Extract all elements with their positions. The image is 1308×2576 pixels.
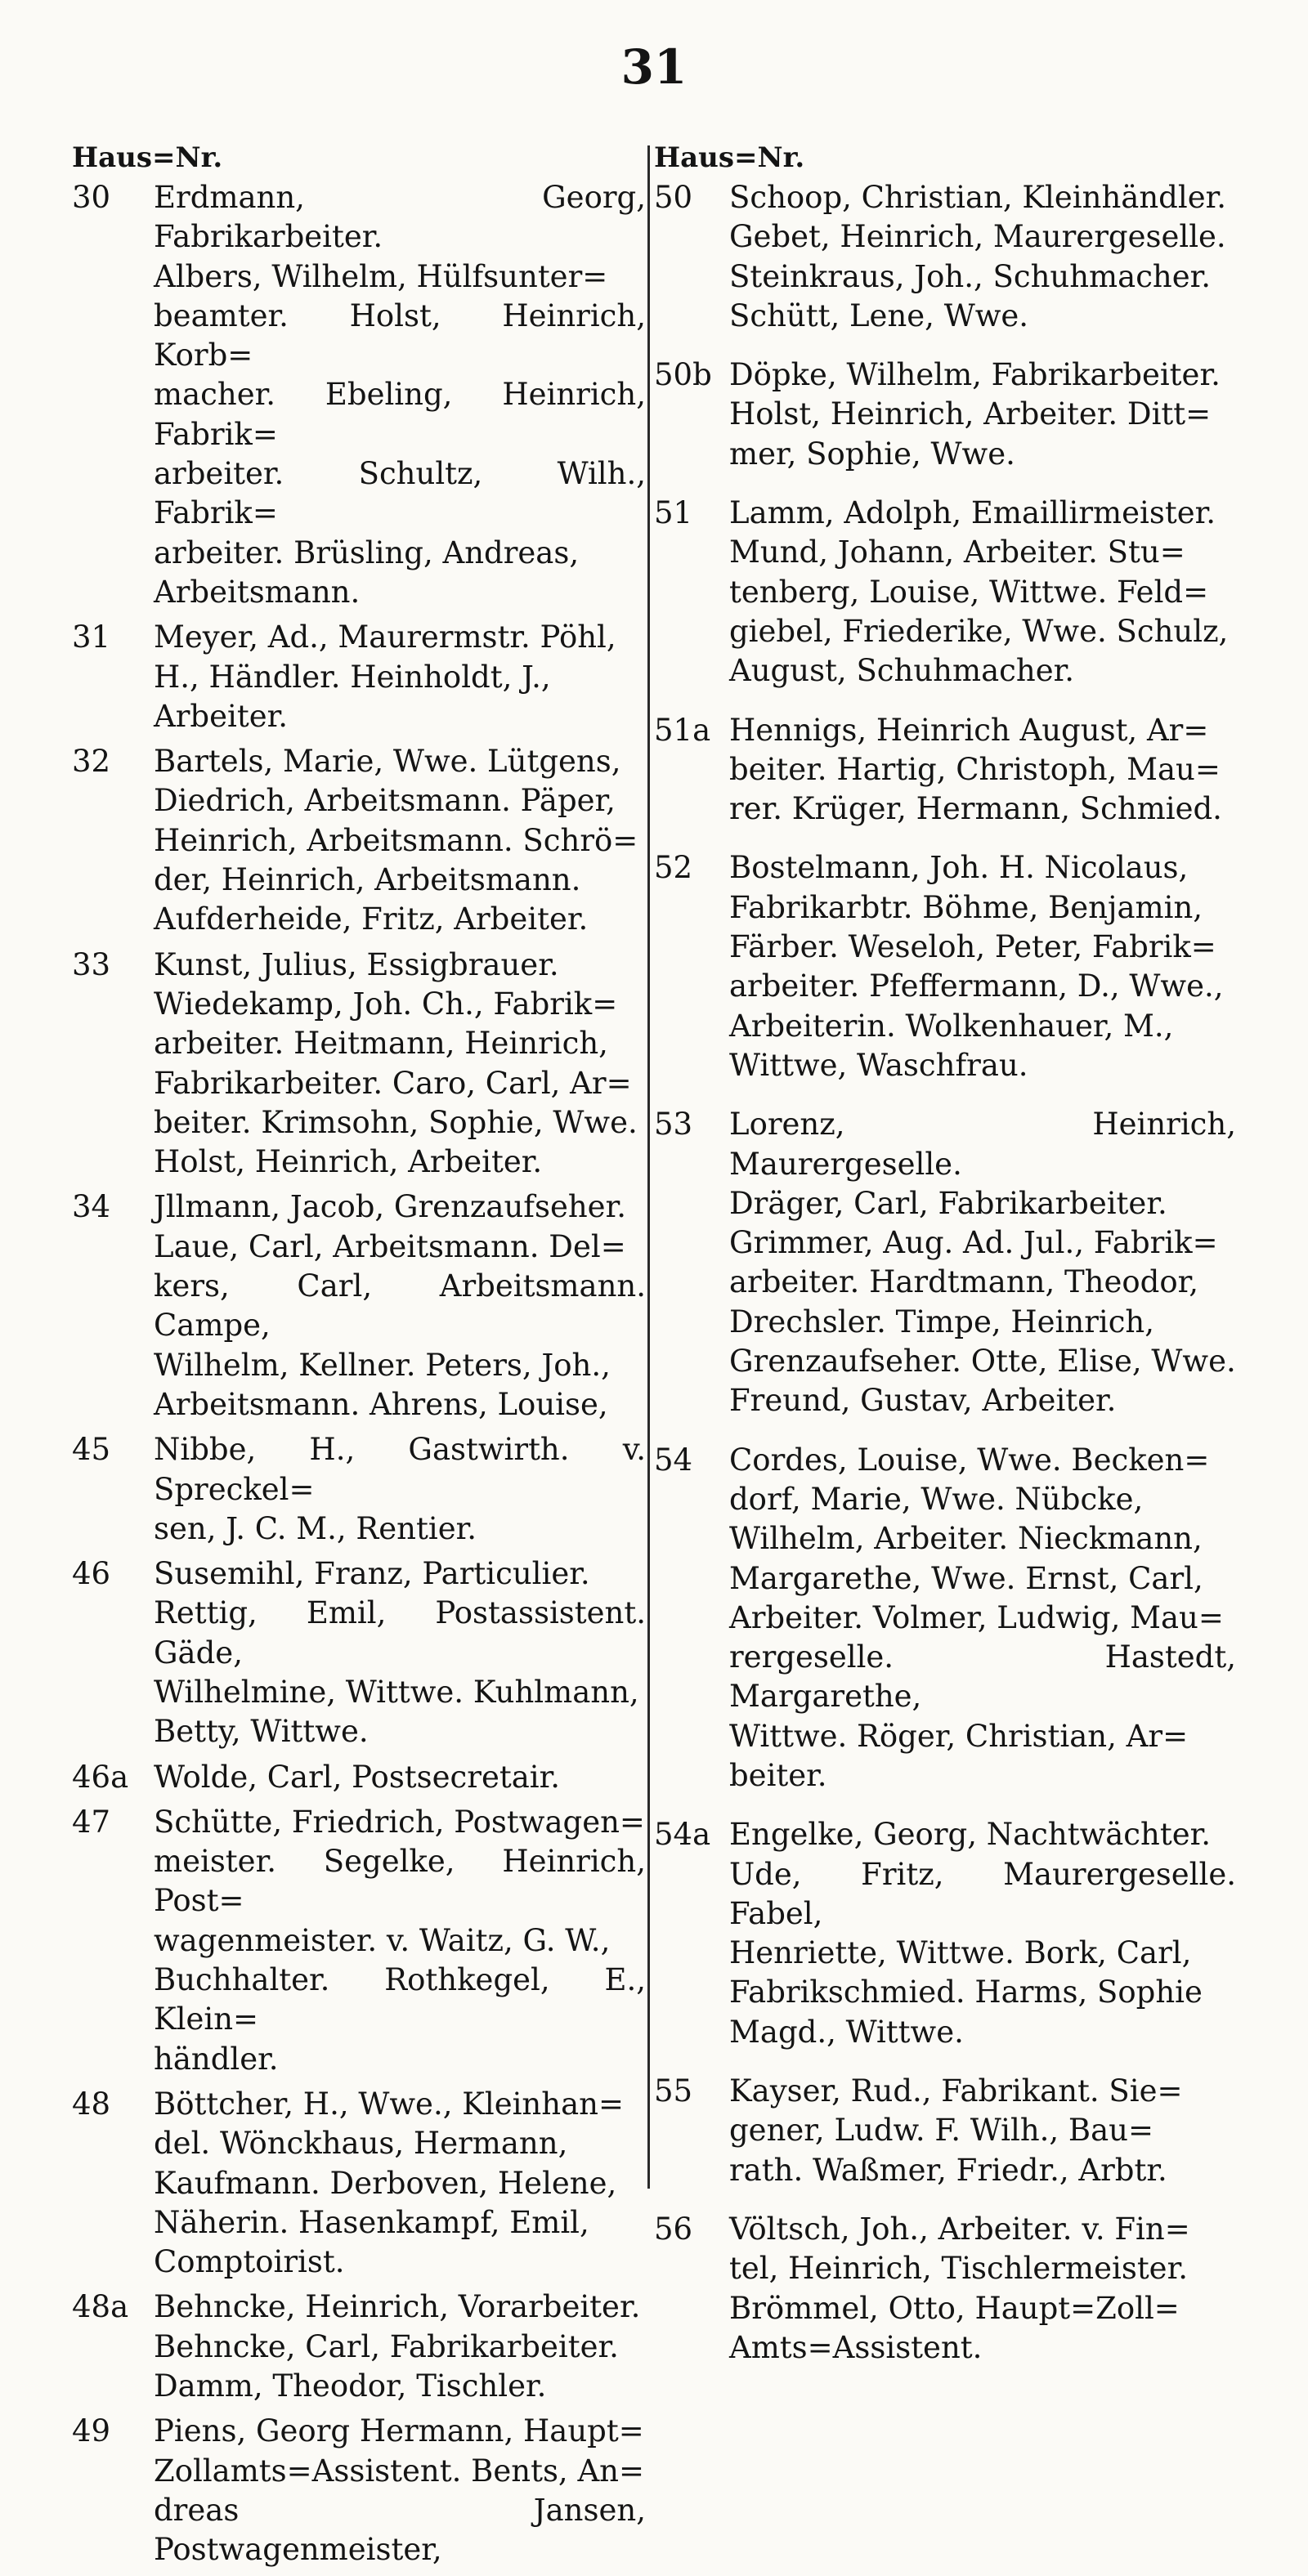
residents-text: Nibbe, H., Gastwirth. v. Spreckel= sen, J. C. M., Rentier. (154, 1432, 646, 1546)
house-entry (72, 1554, 646, 1751)
house-number: 51 (654, 495, 693, 531)
house-entry (72, 1430, 646, 1549)
house-entry (654, 1441, 1236, 1796)
house-entry (72, 2288, 646, 2406)
house-number: 33 (72, 946, 111, 982)
residents-text: Wolde, Carl, Postsecretair. (154, 1759, 561, 1795)
house-entry (654, 1815, 1236, 2052)
residents-text: Susemihl, Franz, Particulier. Rettig, Emil, Postassistent. Gäde, Wilhelmine, Wittwe. Kuhlmann, Betty, Wittwe. (154, 1556, 646, 1750)
house-entry (654, 2210, 1236, 2368)
residents-text: Völtsch, Joh., Arbeiter. v. Fin= tel, Heinrich, Tischlermeister. Brömmel, Otto, Haupt=Zoll= Amts=Assistent. (729, 2211, 1190, 2365)
residents-text: Bartels, Marie, Wwe. Lütgens, Diedrich, Arbeitsmann. Päper, Heinrich, Arbeitsmann. Schrö= der, Heinrich, Arbeitsmann. Aufderheide, Fritz, Arbeiter. (154, 744, 638, 937)
house-number: 49 (72, 2413, 111, 2449)
house-number: 48a (72, 2289, 129, 2325)
residents-text: Jllmann, Jacob, Grenzaufseher. Laue, Carl, Arbeitsmann. Del= kers, Carl, Arbeitsmann. Campe, Wilhelm, Kellner. Peters, Joh., Arbeitsmann. Ahrens, Louise, (154, 1189, 646, 1422)
page-number: 31 (620, 39, 688, 95)
house-number: 50 (654, 180, 693, 215)
house-entry (654, 178, 1236, 336)
house-number: 53 (654, 1107, 693, 1143)
house-number: 34 (72, 1189, 111, 1225)
house-entry (654, 356, 1236, 474)
house-number: 56 (654, 2211, 693, 2247)
house-number: 48 (72, 2086, 111, 2122)
house-number: 46a (72, 1759, 129, 1795)
house-entry (72, 2412, 646, 2569)
residents-text: Erdmann, Georg, Fabrikarbeiter. Albers, Wilhelm, Hülfsunter= beamter. Holst, Heinrich, Korb= macher. Ebeling, Heinrich, Fabrik= arbeiter. Schultz, Wilh., Fabrik= arbeiter. Brüsling, Andreas, Arbeitsmann. (154, 180, 646, 610)
residents-text: Cordes, Louise, Wwe. Becken= dorf, Marie, Wwe. Nübcke, Wilhelm, Arbeiter. Nieckmann, Margarethe, Wwe. Ernst, Carl, Arbeiter. Volmer, Ludwig, Mau= rergeselle. Hastedt, Margarethe, Wittwe. Röger, Christian, Ar= beiter. (729, 1442, 1236, 1793)
residents-text: Hennigs, Heinrich August, Ar= beiter. Hartig, Christoph, Mau= rer. Krüger, Hermann, Schmied. (729, 712, 1222, 827)
column-divider (647, 145, 650, 2189)
residents-text: Schütte, Friedrich, Postwagen= meister. Segelke, Heinrich, Post= wagenmeister. v. Waitz, G. W., Buchhalter. Rothkegel, E., Klein= händler. (154, 1804, 646, 2077)
house-number: 54a (654, 1817, 711, 1853)
house-entry (72, 178, 646, 612)
residents-text: Kayser, Rud., Fabrikant. Sie= gener, Ludw. F. Wilh., Bau= rath. Waßmer, Friedr., Arbtr. (729, 2073, 1183, 2188)
house-number: 30 (72, 180, 111, 215)
residents-text: Engelke, Georg, Nachtwächter. Ude, Fritz, Maurergeselle. Fabel, Henriette, Wittwe. Bork, Carl, Fabrikschmied. Harms, Sophie Magd., Wittwe. (729, 1817, 1236, 2050)
house-entry (654, 1105, 1236, 1420)
house-entry (72, 1758, 646, 1797)
house-number: 46 (72, 1556, 111, 1592)
house-entry (654, 711, 1236, 830)
house-entry (72, 742, 646, 939)
house-number: 32 (72, 744, 111, 780)
house-entry (72, 946, 646, 1183)
residents-text: Meyer, Ad., Maurermstr. Pöhl, H., Händler. Heinholdt, J., Arbeiter. (154, 619, 616, 734)
house-number: 52 (654, 850, 693, 886)
residents-text: Piens, Georg Hermann, Haupt= Zollamts=Assistent. Bents, An= dreas Jansen, Postwagenmeister, (154, 2413, 646, 2568)
right-column (654, 137, 1236, 2387)
column-header: Haus=Nr. (654, 141, 805, 174)
column-header: Haus=Nr. (72, 141, 223, 174)
house-number: 31 (72, 619, 111, 655)
house-number: 51a (654, 712, 711, 748)
residents-text: Behncke, Heinrich, Vorarbeiter. Behncke, Carl, Fabrikarbeiter. Damm, Theodor, Tischler. (154, 2289, 641, 2404)
left-column (72, 137, 646, 2576)
house-entry (654, 848, 1236, 1085)
house-number: 45 (72, 1432, 111, 1468)
house-number: 54 (654, 1442, 693, 1478)
house-number: 47 (72, 1804, 111, 1840)
residents-text: Lamm, Adolph, Emaillirmeister. Mund, Johann, Arbeiter. Stu= tenberg, Louise, Wittwe. Feld= giebel, Friederike, Wwe. Schulz, August, Schuhmacher. (729, 495, 1229, 689)
house-entry (72, 1803, 646, 2079)
house-entry (72, 2085, 646, 2282)
house-entry (654, 494, 1236, 691)
house-number: 55 (654, 2073, 693, 2109)
residents-text: Kunst, Julius, Essigbrauer. Wiedekamp, Joh. Ch., Fabrik= arbeiter. Heitmann, Heinrich, Fabrikarbeiter. Caro, Carl, Ar= beiter. Krimsohn, Sophie, Wwe. Holst, Heinrich, Arbeiter. (154, 946, 638, 1180)
house-entry (654, 2072, 1236, 2190)
house-number: 50b (654, 357, 712, 393)
residents-text: Schoop, Christian, Kleinhändler. Gebet, Heinrich, Maurergeselle. Steinkraus, Joh., Schuhmacher. Schütt, Lene, Wwe. (729, 180, 1226, 333)
residents-text: Bostelmann, Joh. H. Nicolaus, Fabrikarbtr. Böhme, Benjamin, Färber. Weseloh, Peter, Fabrik= arbeiter. Pfeffermann, D., Wwe., Arbeiterin. Wolkenhauer, M., Wittwe, Waschfrau. (729, 850, 1224, 1083)
residents-text: Döpke, Wilhelm, Fabrikarbeiter. Holst, Heinrich, Arbeiter. Ditt= mer, Sophie, Wwe. (729, 357, 1221, 472)
house-entry (72, 618, 646, 736)
residents-text: Lorenz, Heinrich, Maurergeselle. Dräger, Carl, Fabrikarbeiter. Grimmer, Aug. Ad. Jul., Fabrik= arbeiter. Hardtmann, Theodor, Drechsler. Timpe, Heinrich, Grenzaufseher. Otte, Elise, Wwe. Freund, Gustav, Arbeiter. (729, 1107, 1236, 1419)
house-entry (72, 1187, 646, 1424)
residents-text: Böttcher, H., Wwe., Kleinhan= del. Wönckhaus, Hermann, Kaufmann. Derboven, Helene, Näherin. Hasenkampf, Emil, Comptoirist. (154, 2086, 624, 2280)
